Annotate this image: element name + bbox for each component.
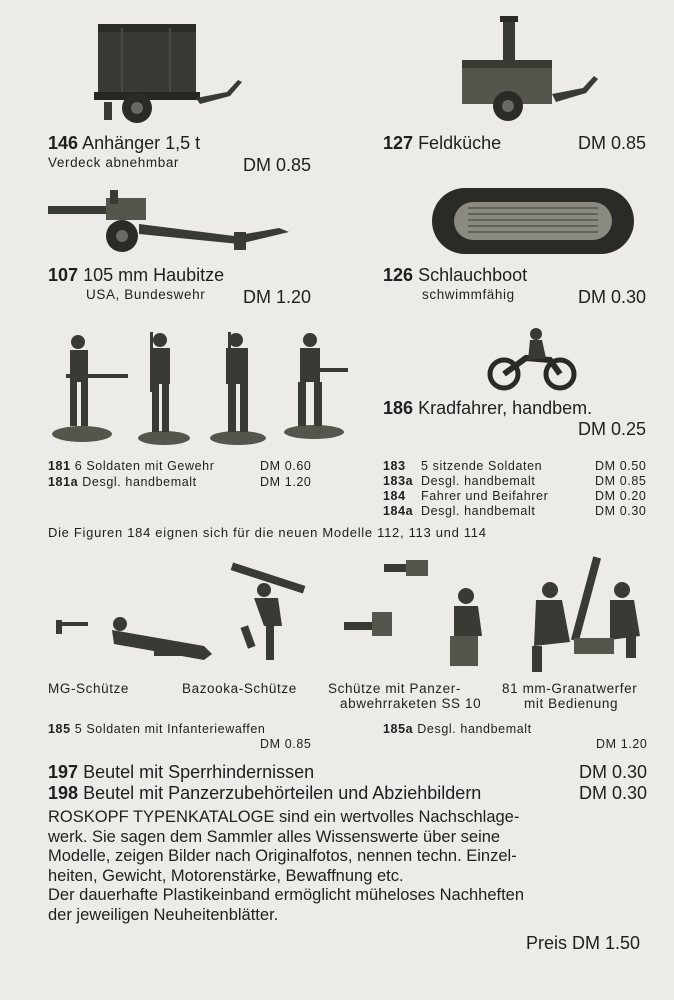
item-146-title bbox=[48, 133, 200, 154]
bag-198-row bbox=[48, 783, 660, 804]
caption-mortar-2: mit Bedienung bbox=[524, 696, 619, 711]
item-185a-price: DM 1.20 bbox=[596, 737, 648, 751]
item-number: 186 bbox=[383, 398, 414, 418]
item-text: 6 Soldaten mit Gewehr bbox=[74, 459, 215, 473]
list-item bbox=[383, 459, 659, 474]
item-186-price: DM 0.25 bbox=[578, 419, 647, 439]
paragraph-line: Modelle, zeigen Bilder nach Originalfotos, nennen techn. Einzel- bbox=[48, 847, 517, 865]
list-item bbox=[383, 474, 659, 489]
rubber-boat-image bbox=[428, 182, 638, 262]
caption-panzer-1: Schütze mit Panzer- bbox=[328, 681, 461, 696]
caption-bazooka: Bazooka-Schütze bbox=[182, 681, 297, 696]
item-number: 107 bbox=[48, 265, 79, 285]
item-text: 5 sitzende Soldaten bbox=[421, 459, 543, 473]
item-number: 198 bbox=[48, 783, 79, 803]
item-number: 146 bbox=[48, 133, 79, 153]
item-price: DM 1.20 bbox=[260, 475, 312, 489]
item-price: DM 0.20 bbox=[595, 489, 647, 503]
item-text: Desgl. handbemalt bbox=[421, 474, 536, 488]
soldiers-right-list bbox=[383, 459, 659, 519]
item-price: DM 0.60 bbox=[260, 459, 312, 473]
item-number: 197 bbox=[48, 762, 79, 782]
item-number: 184 bbox=[383, 489, 406, 503]
item-127-title bbox=[383, 133, 501, 154]
item-number: 181a bbox=[48, 475, 79, 489]
catalog-price: Preis DM 1.50 bbox=[526, 933, 641, 953]
caption-mg: MG-Schütze bbox=[48, 681, 130, 696]
motorcycle-image bbox=[486, 322, 578, 392]
item-146-sub: Verdeck abnehmbar bbox=[48, 155, 180, 170]
item-text: Beutel mit Panzerzubehörteilen und Abziehbildern bbox=[83, 783, 482, 803]
caption-mortar-1: 81 mm-Granatwerfer bbox=[502, 681, 638, 696]
field-kitchen-image bbox=[448, 14, 603, 129]
list-item bbox=[48, 459, 324, 475]
paragraph-line: Der dauerhafte Plastikeinband ermöglicht müheloses Nachheften bbox=[48, 886, 525, 904]
item-text: Desgl. handbemalt bbox=[421, 504, 536, 518]
item-185 bbox=[48, 722, 265, 736]
item-price: DM 0.30 bbox=[579, 783, 648, 803]
item-price: DM 0.30 bbox=[595, 504, 647, 518]
item-107-price: DM 1.20 bbox=[243, 287, 312, 307]
item-name: Anhänger 1,5 t bbox=[82, 133, 201, 153]
item-185-price: DM 0.85 bbox=[260, 737, 312, 751]
item-name: Kradfahrer, handbem. bbox=[418, 398, 593, 418]
bag-197-row bbox=[48, 762, 660, 783]
item-127-price: DM 0.85 bbox=[578, 133, 647, 153]
item-number: 184a bbox=[383, 504, 414, 518]
item-name: 105 mm Haubitze bbox=[83, 265, 225, 285]
item-number: 126 bbox=[383, 265, 414, 285]
howitzer-image bbox=[44, 188, 294, 258]
item-185a bbox=[383, 722, 532, 736]
item-name: Feldküche bbox=[418, 133, 502, 153]
trailer-image bbox=[92, 18, 247, 128]
catalog-paragraph bbox=[48, 808, 660, 925]
item-107-sub: USA, Bundeswehr bbox=[86, 287, 206, 302]
list-item bbox=[48, 475, 324, 491]
item-price: DM 0.85 bbox=[595, 474, 647, 488]
item-107-title bbox=[48, 265, 224, 286]
item-126-sub: schwimmfähig bbox=[422, 287, 515, 302]
item-text: Fahrer und Beifahrer bbox=[421, 489, 549, 503]
item-number: 181 bbox=[48, 459, 71, 473]
soldiers-left-list bbox=[48, 459, 324, 491]
paragraph-line: heiten, Gewicht, Motorenstärke, Bewaffnung etc. bbox=[48, 866, 404, 885]
item-number: 183a bbox=[383, 474, 414, 488]
infantry-weapons-image bbox=[54, 550, 654, 680]
item-186-title bbox=[383, 398, 592, 419]
item-price: DM 0.50 bbox=[595, 459, 647, 473]
item-text: 5 Soldaten mit Infanteriewaffen bbox=[74, 722, 266, 736]
item-126-title bbox=[383, 265, 527, 286]
paragraph-line: der jeweiligen Neuheitenblätter. bbox=[48, 905, 279, 924]
caption-panzer-2: abwehrraketen SS 10 bbox=[340, 696, 482, 711]
item-text: Desgl. handbemalt bbox=[417, 722, 532, 736]
list-item bbox=[383, 489, 659, 504]
item-126-price: DM 0.30 bbox=[578, 287, 647, 307]
soldiers-image bbox=[52, 330, 352, 450]
paragraph-line: ROSKOPF TYPENKATALOGE sind ein wertvolles Nachschlage- bbox=[48, 808, 520, 826]
item-number: 183 bbox=[383, 459, 406, 473]
figures-note: Die Figuren 184 eignen sich für die neuen Modelle 112, 113 und 114 bbox=[48, 525, 487, 540]
item-name: Schlauchboot bbox=[418, 265, 528, 285]
item-number: 185 bbox=[48, 722, 71, 736]
item-price: DM 0.30 bbox=[579, 762, 648, 782]
item-146-price: DM 0.85 bbox=[243, 155, 312, 175]
item-text: Beutel mit Sperrhindernissen bbox=[83, 762, 315, 782]
item-number: 127 bbox=[383, 133, 414, 153]
item-number: 185a bbox=[383, 722, 414, 736]
item-text: Desgl. handbemalt bbox=[82, 475, 197, 489]
paragraph-line: werk. Sie sagen dem Sammler alles Wissenswerte über seine bbox=[48, 827, 501, 846]
list-item bbox=[383, 504, 659, 519]
